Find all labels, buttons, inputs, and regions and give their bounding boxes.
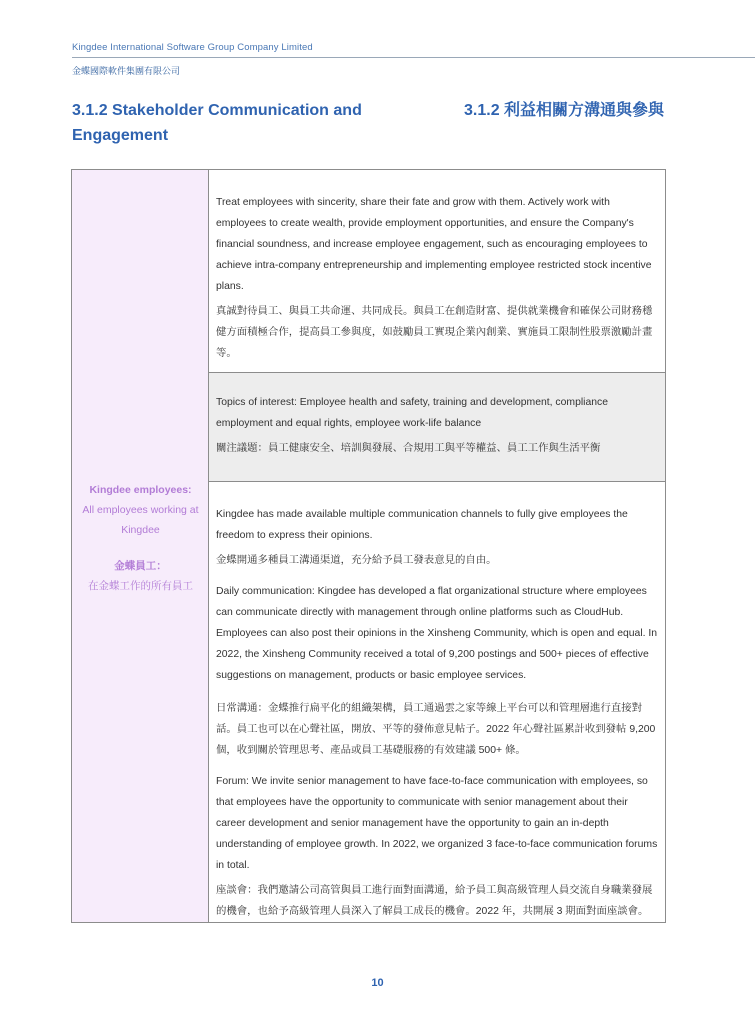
- page-number: 10: [371, 977, 384, 989]
- daily-communication-en: Daily communication: Kingdee has developed a flat organizational structure where employees can communicate directly with management through online platforms such as CloudHub. Employees can also post their opinions in the Xinsheng Community, which is open and equal. In 2022, the Xinsheng Community received a total of 9,200 postings and 500+ pieces of effective suggestions on management, products or basic employee services.: [216, 586, 658, 681]
- stakeholder-desc-zh: 在金蝶工作的所有員工: [88, 580, 193, 592]
- content-column: [209, 170, 665, 922]
- channels-intro-zh: 金蝶開通多種員工溝通渠道，充分給予員工發表意見的自由。: [216, 555, 497, 566]
- header-company-zh: 金蝶國際軟件集團有限公司: [72, 66, 181, 76]
- forum-zh: 座談會：我們邀請公司高管與員工進行面對面溝通，給予員工與高級管理人員交流自身職業發展的機會，也給予高級管理人員深入了解員工成長的機會。2022 年，共開展 3 期面對面座談會。: [216, 885, 653, 917]
- stakeholder-cell: [72, 170, 209, 922]
- topics-text-zh: 關注議題：員工健康安全、培訓與發展、合規用工與平等權益、員工工作與生活平衡: [216, 443, 601, 454]
- topics-text-en: Topics of interest: Employee health and safety, training and development, compliance employment and equal rights, employee work-life balance: [216, 397, 608, 429]
- forum-en: Forum: We invite senior management to have face-to-face communication with employees, so that employees have the opportunity to communicate with senior management about their career development and senior management have the opportunity to gain an in-depth understanding of employee growth. In 2022, we organized 3 face-to-face communication forums in total.: [216, 776, 658, 871]
- section-title-en: 3.1.2 Stakeholder Communication and Engagement: [72, 102, 362, 144]
- commitment-cell: [209, 170, 665, 373]
- stakeholder-table: [71, 169, 666, 923]
- stakeholder-desc-en: All employees working at Kingdee: [82, 504, 199, 536]
- stakeholder-name-zh: 金蝶員工：: [114, 560, 167, 572]
- section-title-zh: 3.1.2 利益相關方溝通與參與: [464, 102, 665, 119]
- topics-cell: [209, 373, 665, 482]
- stakeholder-name-en: Kingdee employees:: [89, 484, 192, 496]
- channels-cell: [209, 482, 665, 922]
- channels-intro-en: Kingdee has made available multiple communication channels to fully give employees the freedom to express their opinions.: [216, 509, 628, 541]
- commitment-text-zh: 真誠對待員工、與員工共命運、共同成長。與員工在創造財富、提供就業機會和確保公司財務穩健方面積極合作，提高員工參與度，如鼓勵員工實現企業內創業、實施員工限制性股票激勵計畫等。: [216, 306, 653, 359]
- header-divider: [72, 57, 755, 58]
- commitment-text-en: Treat employees with sincerity, share their fate and grow with them. Actively work with employees to create wealth, provide employment opportunities, and ensure the Company's financial soundness, and increase employee engagement, such as encouraging employees to achieve intra-company entrepreneurship and implementing employee restricted stock incentive plans.: [216, 197, 652, 292]
- daily-communication-zh: 日常溝通：金蝶推行扁平化的組織架構，員工通過雲之家等線上平台可以和管理層進行直接對話。員工也可以在心聲社區，開放、平等的發佈意見帖子。2022 年心聲社區累計收到發帖 9,200 個，收到關於管理思考、產品或員工基礎服務的有效建議 500+ 條。: [216, 703, 656, 756]
- header-company-en: Kingdee International Software Group Company Limited: [72, 42, 313, 53]
- stakeholder-label: [72, 480, 209, 596]
